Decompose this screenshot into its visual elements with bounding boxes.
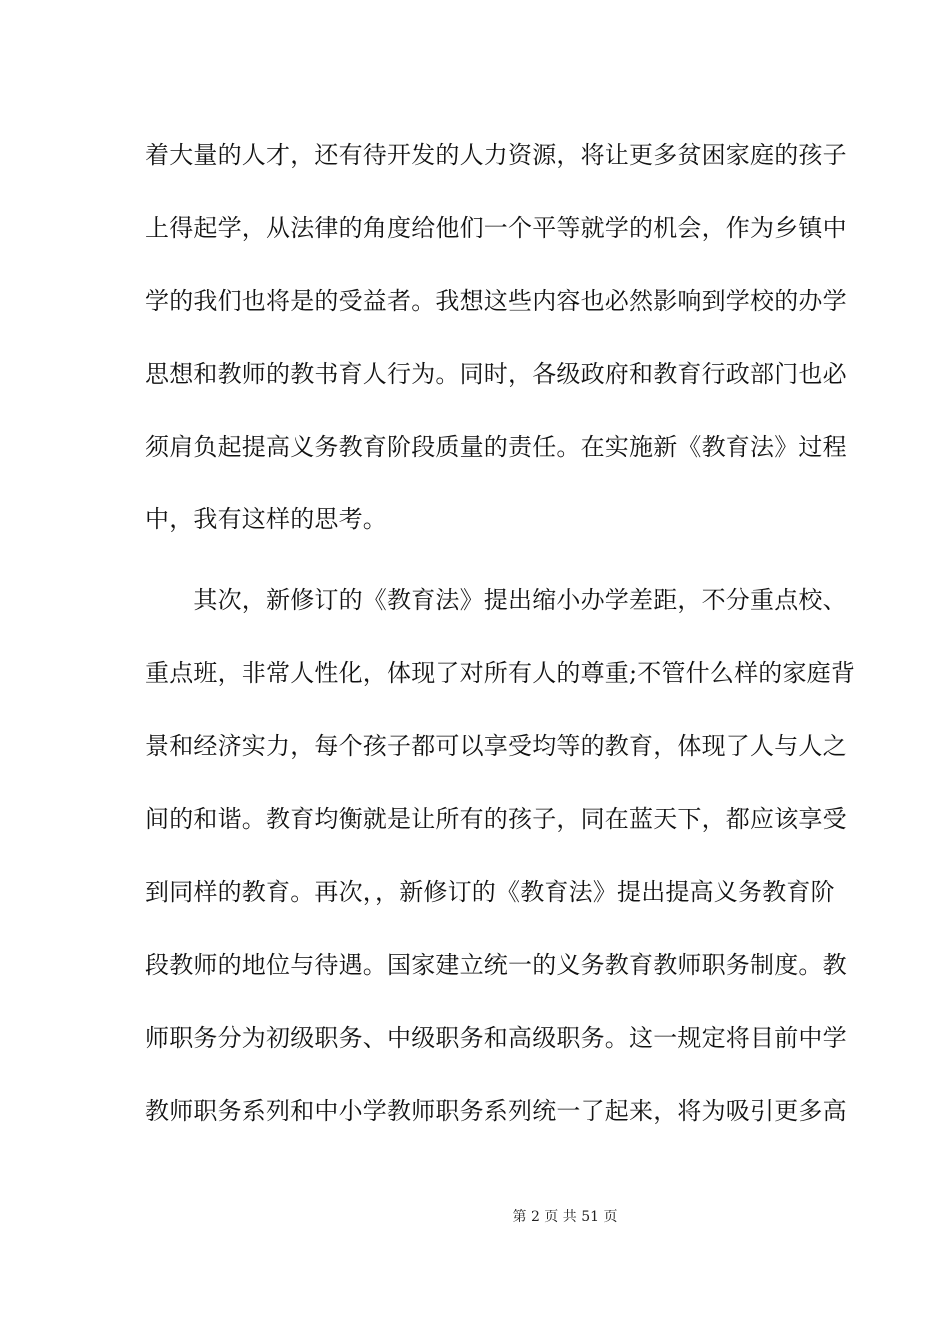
text-line: 段教师的地位与待遇。国家建立统一的义务教育教师职务制度。教 (145, 951, 847, 979)
text-line: 间的和谐。教育均衡就是让所有的孩子，同在蓝天下，都应该享受 (145, 805, 847, 833)
text-line: 景和经济实力，每个孩子都可以享受均等的教育，体现了人与人之 (145, 732, 847, 760)
text-line: 师职务分为初级职务、中级职务和高级职务。这一规定将目前中学 (145, 1024, 847, 1052)
page-number-footer: 第 2 页 共 51 页 (512, 1209, 618, 1225)
text-line: 教师职务系列和中小学教师职务系列统一了起来，将为吸引更多高 (145, 1097, 847, 1125)
text-line: 重点班，非常人性化，体现了对所有人的尊重;不管什么样的家庭背 (145, 659, 856, 687)
text-line: 着大量的人才，还有待开发的人力资源，将让更多贫困家庭的孩子 (145, 141, 847, 169)
text-line: 中，我有这样的思考。 (145, 505, 387, 533)
text-line: 须肩负起提高义务教育阶段质量的责任。在实施新《教育法》过程 (145, 433, 847, 461)
text-line: 学的我们也将是的受益者。我想这些内容也必然影响到学校的办学 (145, 287, 847, 315)
text-line: 思想和教师的教书育人行为。同时，各级政府和教育行政部门也必 (145, 360, 847, 388)
text-line: 上得起学，从法律的角度给他们一个平等就学的机会，作为乡镇中 (145, 214, 847, 242)
text-line: 其次，新修订的《教育法》提出缩小办学差距，不分重点校、 (145, 586, 847, 614)
text-line: 到同样的教育。再次，，新修订的《教育法》提出提高义务教育阶 (145, 878, 835, 906)
